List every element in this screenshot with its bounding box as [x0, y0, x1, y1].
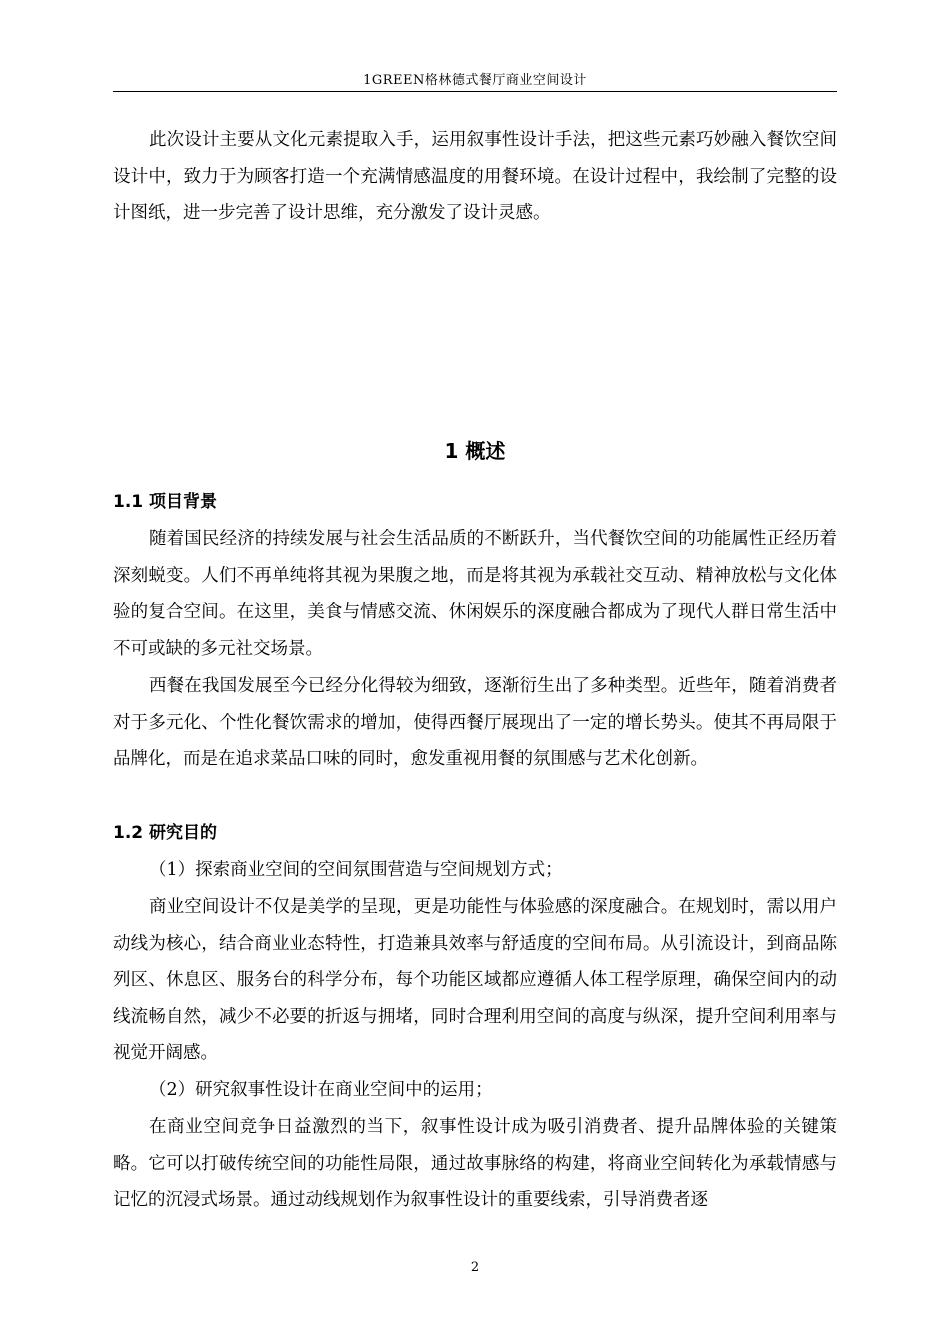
header-rule: [113, 91, 837, 92]
running-header: 1GREEN格林德式餐厅商业空间设计: [363, 73, 587, 88]
chapter-title: 1 概述: [444, 439, 506, 463]
objective-item-1: （1）探索商业空间的空间氛围营造与空间规划方式；: [149, 860, 563, 880]
page-number: 2: [470, 1260, 480, 1275]
intro-paragraph: 此次设计主要从文化元素提取入手，运用叙事性设计手法，把这些元素巧妙融入餐饮空间设计中，致力于为顾客打造一个充满情感温度的用餐环境。在设计过程中，我绘制了完整的设计图纸，进一步完善了设计思维，充分激发了设计灵感。: [113, 130, 837, 223]
objective-paragraph-2: 在商业空间竞争日益激烈的当下，叙事性设计成为吸引消费者、提升品牌体验的关键策略。它可以打破传统空间的功能性局限，通过故事脉络的构建，将商业空间转化为承载情感与记忆的沉浸式场景。通过动线规划作为叙事性设计的重要线索，引导消费者逐: [113, 1117, 837, 1210]
section-title-1-2: 1.2 研究目的: [113, 823, 218, 843]
background-paragraph-1: 随着国民经济的持续发展与社会生活品质的不断跃升，当代餐饮空间的功能属性正经历着深刻蜕变。人们不再单纯将其视为果腹之地，而是将其视为承载社交互动、精神放松与文化体验的复合空间。在这里，美食与情感交流、休闲娱乐的深度融合都成为了现代人群日常生活中不可或缺的多元社交场景。: [113, 529, 837, 659]
background-paragraph-2: 西餐在我国发展至今已经分化得较为细致，逐渐衍生出了多种类型。近些年，随着消费者对于多元化、个性化餐饮需求的增加，使得西餐厅展现出了一定的增长势头。使其不再局限于品牌化，而是在追求菜品口味的同时，愈发重视用餐的氛围感与艺术化创新。: [113, 676, 837, 769]
objective-paragraph-1: 商业空间设计不仅是美学的呈现，更是功能性与体验感的深度融合。在规划时，需以用户动线为核心，结合商业业态特性，打造兼具效率与舒适度的空间布局。从引流设计，到商品陈列区、休息区、服务台的科学分布，每个功能区域都应遵循人体工程学原理，确保空间内的动线流畅自然，减少不必要的折返与拥堵，同时合理利用空间的高度与纵深，提升空间利用率与视觉开阔感。: [113, 897, 837, 1063]
objective-item-2: （2）研究叙事性设计在商业空间中的运用；: [149, 1080, 493, 1100]
section-title-1-1: 1.1 项目背景: [113, 492, 218, 512]
